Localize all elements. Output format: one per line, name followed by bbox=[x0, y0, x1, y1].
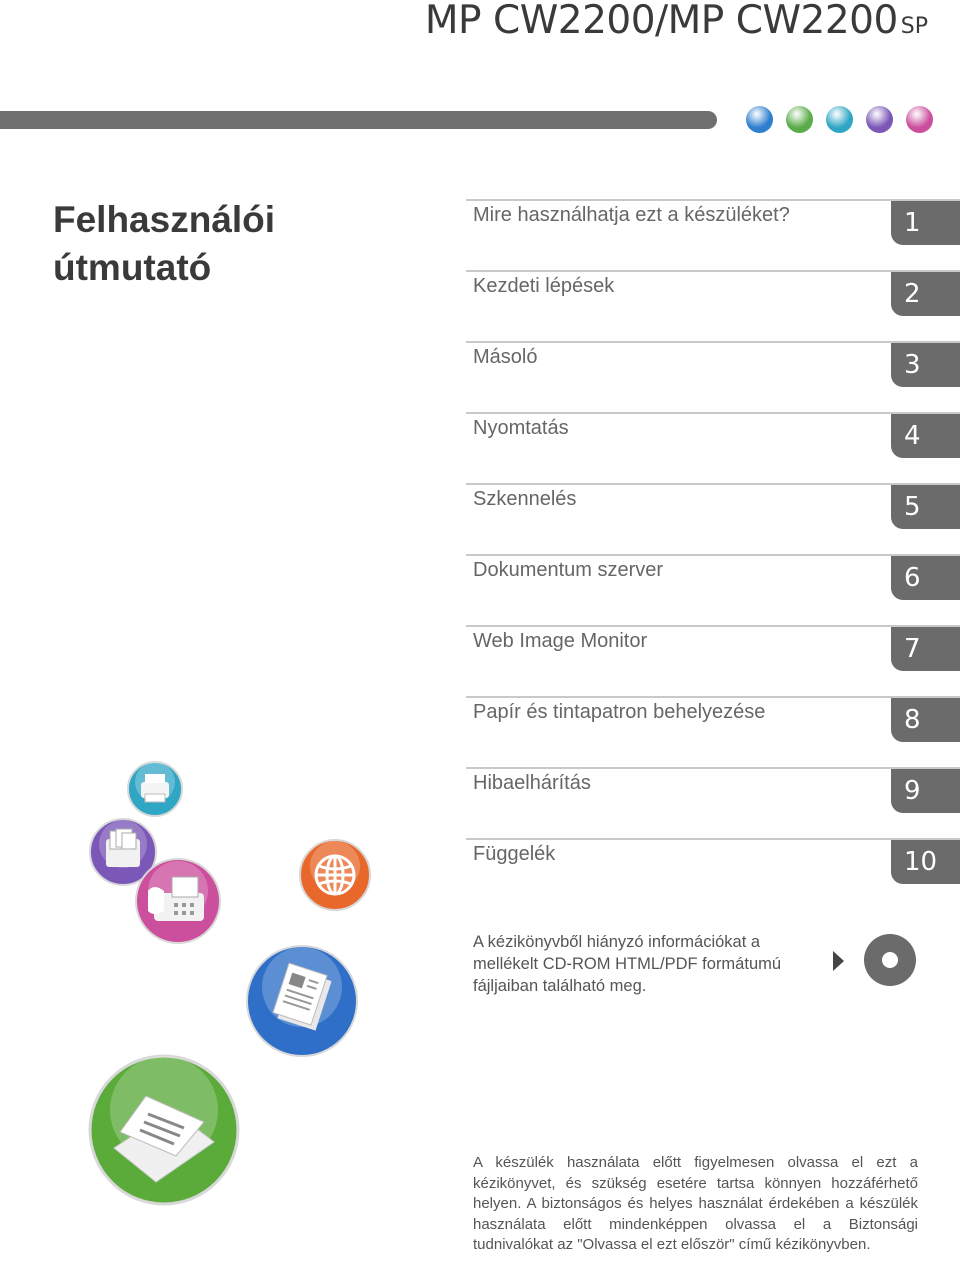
chapter-label: Mire használhatja ezt a készüléket? bbox=[473, 204, 790, 226]
chapter-rule bbox=[466, 696, 960, 698]
chapter-8[interactable] bbox=[466, 696, 960, 767]
chapter-tab[interactable]: 10 bbox=[891, 840, 960, 884]
title-line-1: Felhasználói bbox=[53, 199, 276, 240]
model-name bbox=[425, 0, 928, 43]
chapter-10[interactable] bbox=[466, 838, 960, 909]
chapter-label: Kezdeti lépések bbox=[473, 275, 615, 297]
chapter-tab[interactable]: 1 bbox=[891, 201, 960, 245]
chapter-tab[interactable]: 6 bbox=[891, 556, 960, 600]
chapter-tab[interactable]: 4 bbox=[891, 414, 960, 458]
chapter-rule bbox=[466, 483, 960, 485]
chapter-label: Web Image Monitor bbox=[473, 630, 648, 652]
chapter-rule bbox=[466, 341, 960, 343]
chapter-4[interactable] bbox=[466, 412, 960, 483]
chapter-label: Nyomtatás bbox=[473, 417, 569, 439]
color-dots bbox=[746, 106, 933, 133]
chapter-tab[interactable]: 3 bbox=[891, 343, 960, 387]
scanner-icon bbox=[86, 1052, 242, 1208]
cd-rom-icon bbox=[864, 934, 916, 986]
chapter-label: Szkennelés bbox=[473, 488, 577, 510]
chapter-9[interactable] bbox=[466, 767, 960, 838]
arrow-right-icon bbox=[833, 951, 844, 971]
chapter-tab[interactable]: 5 bbox=[891, 485, 960, 529]
color-dot-cyan bbox=[826, 106, 853, 133]
chapter-tab[interactable]: 8 bbox=[891, 698, 960, 742]
chapter-rule bbox=[466, 838, 960, 840]
header-bar bbox=[0, 111, 717, 129]
chapter-7[interactable] bbox=[466, 625, 960, 696]
chapter-label: Hibaelhárítás bbox=[473, 772, 591, 794]
document-title bbox=[53, 196, 433, 292]
fax-icon bbox=[134, 857, 222, 945]
web-globe-icon bbox=[298, 838, 372, 912]
chapter-rule bbox=[466, 625, 960, 627]
chapter-rule bbox=[466, 270, 960, 272]
chapter-tab[interactable]: 7 bbox=[891, 627, 960, 671]
color-dot-blue bbox=[746, 106, 773, 133]
chapter-label: Függelék bbox=[473, 843, 556, 865]
chapter-2[interactable] bbox=[466, 270, 960, 341]
color-dot-magenta bbox=[906, 106, 933, 133]
chapter-rule bbox=[466, 199, 960, 201]
chapter-label: Másoló bbox=[473, 346, 538, 368]
chapter-rule bbox=[466, 767, 960, 769]
safety-note: A készülék használata előtt figyelmesen olvassa el ezt a kézikönyvet, és szükség esetére tartsa könnyen hozzáférhető helyen. A biztonságos és helyes használat érdekében a készülék használata előtt mindenképpen olvassa el a Biztonsági tudnivalókat az "Olvassa el ezt először" című kézikönyvben. bbox=[473, 1154, 918, 1253]
chapter-6[interactable] bbox=[466, 554, 960, 625]
chapter-rule bbox=[466, 412, 960, 414]
chapter-label: Dokumentum szerver bbox=[473, 559, 664, 581]
model-main: MP CW2200/MP CW2200 bbox=[424, 0, 898, 43]
model-suffix: SP bbox=[900, 14, 928, 39]
chapter-tab[interactable]: 9 bbox=[891, 769, 960, 813]
color-dot-green bbox=[786, 106, 813, 133]
chapter-tab[interactable]: 2 bbox=[891, 272, 960, 316]
chapter-rule bbox=[466, 554, 960, 556]
copy-document-icon bbox=[244, 943, 360, 1059]
color-dot-purple bbox=[866, 106, 893, 133]
chapter-1[interactable] bbox=[466, 199, 960, 270]
chapter-5[interactable] bbox=[466, 483, 960, 554]
chapter-label: Papír és tintapatron behelyezése bbox=[473, 701, 766, 723]
chapter-3[interactable] bbox=[466, 341, 960, 412]
title-line-2: útmutató bbox=[53, 247, 212, 288]
printer-icon bbox=[126, 760, 184, 818]
cd-rom-note: A kézikönyvből hiányzó információkat a mellékelt CD-ROM HTML/PDF formátumú fájljaiban található meg. bbox=[473, 933, 782, 995]
